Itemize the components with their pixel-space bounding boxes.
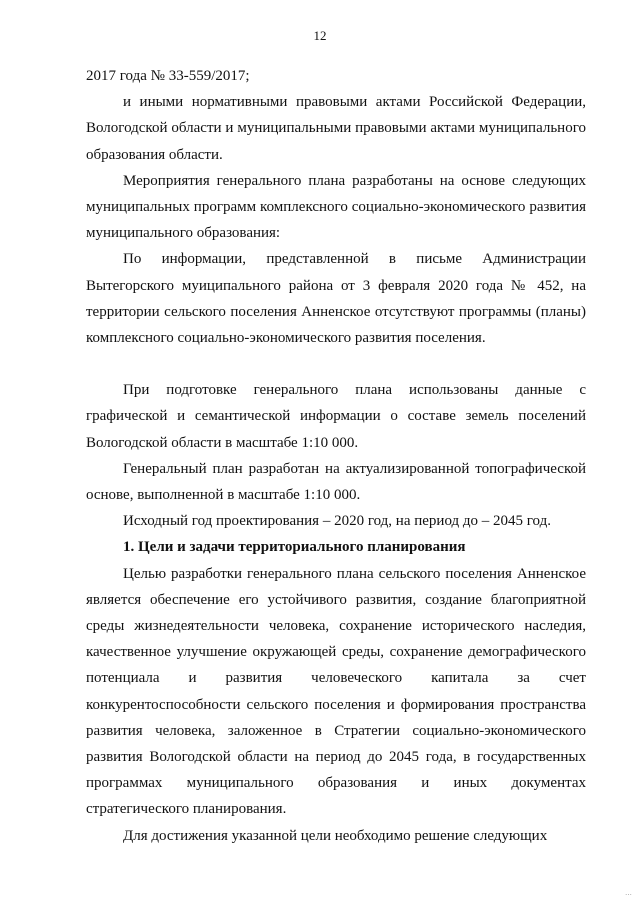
- paragraph-tasks-intro: Для достижения указанной цели необходимо решение следующих: [123, 827, 548, 844]
- paragraph-measures: Мероприятия генерального плана разработаны на основе следующих муниципальных программ комплексного социально-экономического развития муниципального образования:: [86, 172, 586, 242]
- page-number: 12: [313, 28, 327, 43]
- scan-mark: ···: [625, 891, 632, 899]
- paragraph-legal-acts: и иными нормативными правовыми актами Российской Федерации, Вологодской области и муниципальными правовыми актами муниципального образования области.: [86, 94, 586, 163]
- document-body: [86, 63, 586, 849]
- paragraph-topographic-basis: Генеральный план разработан на актуализированной топографической основе, выполненной в масштабе 1:10 000.: [86, 460, 586, 504]
- paragraph-preparation: При подготовке генерального плана использованы данные с графической и семантической информации о составе земель поселений Вологодской области в масштабе 1:10 000.: [86, 382, 586, 451]
- section-heading: 1. Цели и задачи территориального планирования: [123, 539, 466, 556]
- paragraph-information: По информации, представленной в письме Администрации Вытегорского муиципального района от 3 февраля 2020 года № 452, на территории сельского поселения Анненское отсутствуют программы (планы) комплексного социально-экономического развития поселения.: [86, 251, 586, 347]
- paragraph-design-year: Исходный год проектирования – 2020 год, на период до – 2045 год.: [123, 513, 552, 530]
- paragraph-goal: Целью разработки генерального плана сельского поселения Анненское является обеспечение его устойчивого развития, создание благоприятной среды жизнедеятельности человека, сохранение исторического наследия, качественное улучшение окружающей среды, сохранение демографического потенциала и развития человеческого капитала за счет конкурентоспособности сельского поселения и формирования пространства развития человека, заложенное в Стратегии социально-экономического развития Вологодской области на период до 2045 года, в государственных программах муниципального образования и иных документах стратегического планирования.: [86, 565, 586, 818]
- paragraph-continuation: 2017 года № 33-559/2017;: [86, 68, 250, 84]
